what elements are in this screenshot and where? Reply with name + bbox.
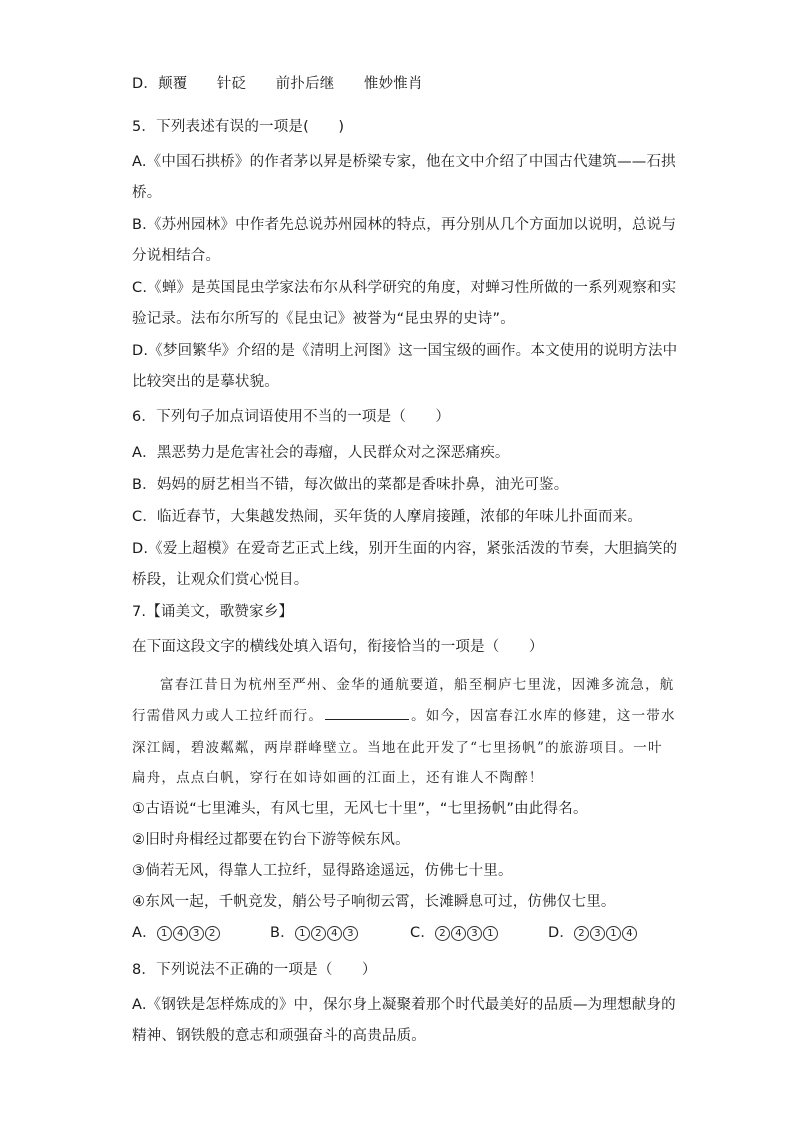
passage-line-4: 扁舟，点点白帆，穿行在如诗如画的江面上，还有谁人不陶醉！: [132, 770, 544, 786]
sentence-3: ③倘若无风，得靠人工拉纤，显得路途遥远，仿佛七十里。: [132, 863, 513, 879]
fill-in-blank: [325, 707, 409, 720]
q4-option-d: D．颠覆 针砭 前扑后继 惟妙惟肖: [132, 76, 423, 92]
q6-option-d-line1: D.《爱上超模》在爱奇艺正式上线，别开生面的内容，紧张活泼的节奏，大胆搞笑的: [132, 541, 678, 557]
circled-number: 4: [327, 926, 342, 941]
q5-option-d-line1: D.《梦回繁华》介绍的是《清明上河图》这一国宝级的画作。本文使用的说明方法中: [132, 343, 678, 359]
passage-line-3: 深江阔，碧波粼粼，两岸群峰壁立。当地在此开发了“七里扬帆”的旅游项目。一叶: [132, 740, 663, 756]
q5-stem: 5．下列表述有误的一项是( ): [132, 119, 345, 135]
passage-line-1: 富春江昔日为杭州至严州、金华的通航要道，船至桐庐七里泷，因滩多流急，航: [160, 677, 675, 693]
circled-number: 3: [343, 926, 358, 941]
q6-option-c: C．临近春节，大集越发热闹，买年货的人摩肩接踵，浓郁的年味儿扑面而来。: [132, 509, 643, 525]
option-label: A．: [132, 925, 157, 941]
q8-option-a-line2: 精神、钢铁般的意志和顽强奋斗的高贵品质。: [132, 1028, 426, 1044]
passage-line-2: [132, 704, 676, 724]
q7-heading: 7.【诵美文，歌赞家乡】: [132, 604, 294, 620]
option-label: B．: [270, 925, 295, 941]
q5-option-b-line2: 分说相结合。: [132, 248, 221, 264]
option-label: C．: [410, 925, 436, 941]
q6-option-a: A．黑恶势力是危害社会的毒瘤，人民群众对之深恶痛疾。: [132, 445, 510, 461]
q6-option-b: B．妈妈的厨艺相当不错，每次做出的菜都是香味扑鼻，油光可鉴。: [132, 477, 569, 493]
passage-line-2-after: 。如今，因富春江水库的修建，这一带水: [411, 708, 676, 724]
circled-number: 1: [483, 926, 498, 941]
q5-option-b-line1: B.《苏州园林》中作者先总说苏州园林的特点，再分别从几个方面加以说明，总说与: [132, 217, 677, 233]
q5-option-c-line1: C.《蝉》是英国昆虫学家法布尔从科学研究的角度，对蝉习性所做的一系列观察和实: [132, 280, 677, 296]
circled-number: 1: [157, 926, 172, 941]
q8-stem: 8．下列说法不正确的一项是（ ）: [132, 962, 377, 978]
circled-number: 2: [574, 926, 589, 941]
circled-number: 3: [467, 926, 482, 941]
q7-stem: 在下面这段文字的横线处填入语句，衔接恰当的一项是（ ）: [132, 639, 544, 655]
q7-option-b: [270, 921, 410, 942]
circled-number: 1: [606, 926, 621, 941]
q5-option-d-line2: 比较突出的是摹状貌。: [132, 374, 279, 390]
circled-number: 2: [311, 926, 326, 941]
q7-option-d: [548, 921, 638, 942]
q8-option-a-line1: A.《钢铁是怎样炼成的》中，保尔身上凝聚着那个时代最美好的品质—为理想献身的: [132, 997, 676, 1013]
option-label: D．: [548, 925, 575, 941]
circled-number: 4: [173, 926, 188, 941]
circled-number: 2: [435, 926, 450, 941]
sentence-1: ①古语说“七里滩头，有风七里，无风七十里”，“七里扬帆”由此得名。: [132, 801, 588, 817]
q6-stem: 6．下列句子加点词语使用不当的一项是（ ）: [132, 409, 451, 425]
circled-number: 2: [205, 926, 220, 941]
q5-option-c-line2: 验记录。法布尔所写的《昆虫记》被誉为“昆虫界的史诗”。: [132, 311, 515, 327]
q7-option-a: [132, 921, 270, 942]
circled-number: 1: [295, 926, 310, 941]
q5-option-a-line2: 桥。: [132, 185, 162, 201]
q6-option-d-line2: 桥段，让观众们赏心悦目。: [132, 572, 309, 588]
circled-number: 3: [189, 926, 204, 941]
sentence-4: ④东风一起，千帆竞发，艄公号子响彻云霄，长滩瞬息可过，仿佛仅七里。: [132, 894, 616, 910]
q7-options: [132, 921, 638, 942]
q5-option-a-line1: A.《中国石拱桥》的作者茅以昇是桥梁专家，他在文中介绍了中国古代建筑——石拱: [132, 154, 676, 170]
circled-number: 3: [590, 926, 605, 941]
sentence-2: ②旧时舟楫经过都要在钓台下游等候东风。: [132, 832, 410, 848]
passage-line-2-before: 行需借风力或人工拉纤而行。: [132, 708, 324, 724]
circled-number: 4: [622, 926, 637, 941]
q7-option-c: [410, 921, 548, 942]
circled-number: 4: [451, 926, 466, 941]
